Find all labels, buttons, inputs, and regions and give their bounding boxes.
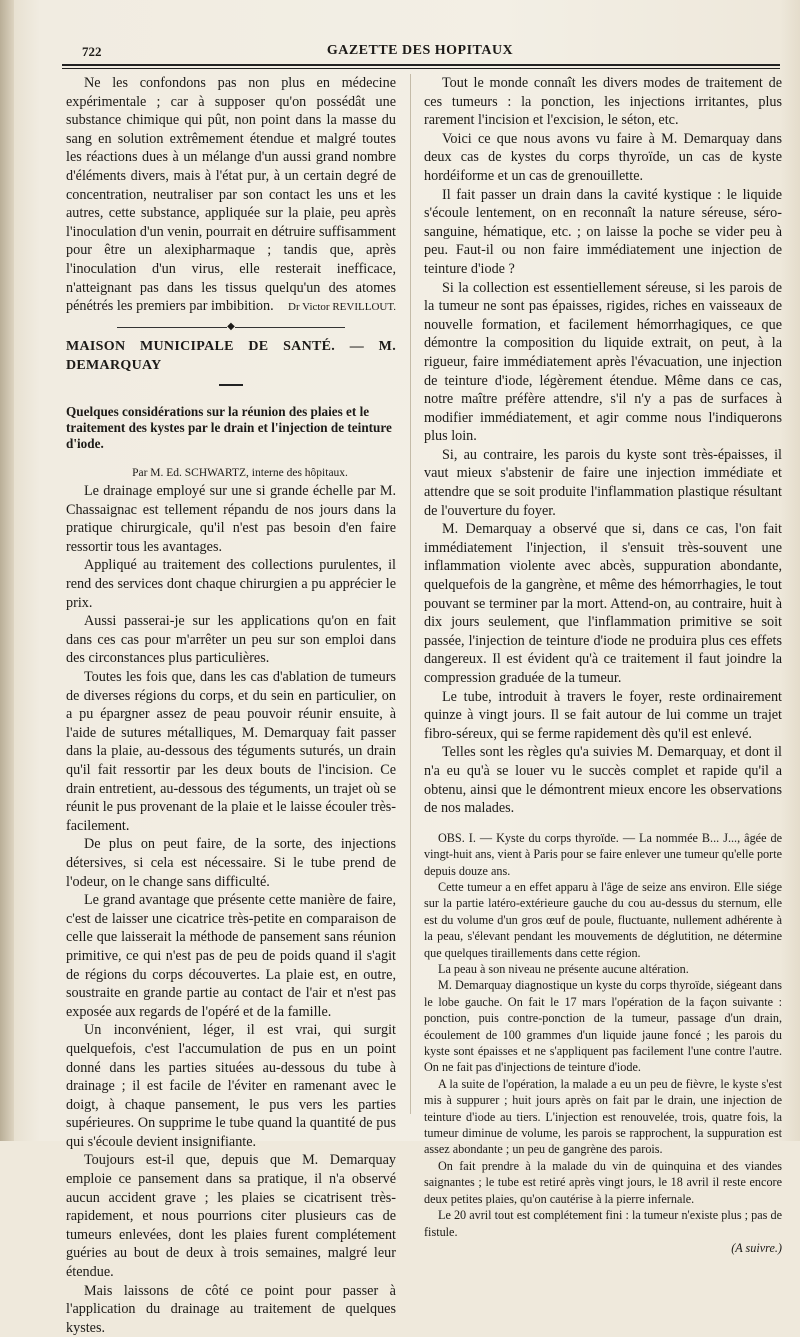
paragraph: Si la collection est essentiellement séreuse, si les parois de la tumeur ne sont pas épaisses, rigides, riches en vaisseaux de nouvelle formation, et facilement hémorrhagiques, ce que démontre la composition du liquide extrait, on peut, à la rigueur, faire immédiatement après l'évacuation, une injection de teinture d'iode, légèrement étendue. Même dans ce cas, notre maître préfère attendre, s'il n'y a pas de surfaces à modifier immédiatement, et agir comme nous l'indiquerons plus loin. bbox=[424, 279, 782, 445]
observation-block bbox=[424, 830, 782, 1257]
right-column bbox=[424, 74, 782, 1256]
observation-paragraph: OBS. I. — Kyste du corps thyroïde. — La nommée B... J..., âgée de vingt-huit ans, vient à Paris pour se faire enlever une tumeur qu'elle porte depuis douze ans. bbox=[424, 830, 782, 878]
page-binding-edge bbox=[0, 0, 14, 1141]
paragraph: Le tube, introduit à travers le foyer, reste ordinairement quinze à vingt jours. Il se fait autour de lui comme un trajet fibro-séreux, qui se ferme rapidement dès qu'il est enlevé. bbox=[424, 688, 782, 742]
paragraph: Le grand avantage que présente cette manière de faire, c'est de laisser une cicatrice très-petite en comparaison de celle que laisserait la méthode de pansement sans réunion primitive, ce qui n'est pas de peu de poids quand il s'agit de régions du corps découvertes. La plaie est, en outre, soustraite en grande partie au contact de l'air et n'est pas exposée aux regards de l'opéré et de la famille. bbox=[66, 892, 396, 1020]
header-rule-thin bbox=[62, 68, 780, 69]
article-byline: Par M. Ed. SCHWARTZ, interne des hôpitaux. bbox=[132, 466, 348, 479]
paragraph: Le drainage employé sur une si grande échelle par M. Chassaignac est tellement répandu de nos jours dans la pratique chirurgicale, qu'il n'est pas besoin d'en faire ressortir tous les avantages. bbox=[66, 483, 396, 555]
section-heading: MAISON MUNICIPALE DE SANTÉ. — M. DEMARQUAY bbox=[66, 339, 396, 373]
paragraph: Appliqué au traitement des collections purulentes, il rend des services dont chaque chirurgien a pu apprécier le prix. bbox=[66, 557, 396, 611]
author-signature: Dr Victor REVILLOUT. bbox=[288, 300, 396, 313]
header-rule-thick bbox=[62, 64, 780, 66]
paragraph: Tout le monde connaît les divers modes de traitement de ces tumeurs : la ponction, les injections irritantes, plus rarement l'incision et l'excision, le séton, etc. bbox=[424, 75, 782, 129]
journal-title: GAZETTE DES HOPITAUX bbox=[326, 43, 514, 58]
left-column bbox=[66, 74, 396, 1337]
paragraph: Il fait passer un drain dans la cavité kystique : le liquide s'écoule lentement, on en reconnaît la nature séreuse, séro-sanguine, hématique, etc. ; on laisse la poche se vider peu à peu. Faut-il ou non faire immédiatement une injection de teinture d'iode ? bbox=[424, 186, 782, 277]
paragraph: Un inconvénient, léger, il est vrai, qui surgit quelquefois, c'est l'accumulation de pus en un point donné dans les parties situées au-dessous du tube à drainage ; il est facile de l'éviter en ramenant avec le doigt, à chaque pansement, le pus vers les parties supérieures. On supprime le tube quand la quantité de pus qui s'écoule devient insignifiante. bbox=[66, 1022, 396, 1150]
separator-ornament: ◆ bbox=[66, 322, 396, 332]
paragraph: Aussi passerai-je sur les applications qu'on en fait dans ces cas pour m'arrêter un peu sur son emploi dans des circonstances plus particulières. bbox=[66, 613, 396, 667]
paragraph: Si, au contraire, les parois du kyste sont très-épaisses, il vaut mieux s'abstenir de faire une injection immédiate et attendre que se soit produite l'inflammation plastique résultant de l'ouverture du foyer. bbox=[424, 446, 782, 519]
observation-paragraph: Cette tumeur a en effet apparu à l'âge de seize ans environ. Elle siége sur la partie latéro-extérieure gauche du cou au-dessus du sternum, elle est du volume d'un gros œuf de poule, fluctuante, nullement adhérente à la peau, s'élevant pendant les mouvements de déglutition, ne détermine que quelques tiraillements dans cette région. bbox=[424, 879, 782, 960]
paragraph: Voici ce que nous avons vu faire à M. Demarquay dans deux cas de kystes du corps thyroïde, un cas de kyste hordéiforme et un cas de grenouillette. bbox=[424, 130, 782, 184]
observation-paragraph: M. Demarquay diagnostique un kyste du corps thyroïde, siégeant dans le lobe gauche. On fait le 17 mars l'opération de la façon suivante : ponction, puis contre-ponction de la tumeur, passage d'un drain, écoulement de 100 grammes d'un liquide jaune foncé ; les parois du kyste sont épaisses et ne s'appliquent pas facilement l'une contre l'autre. On ne fait pas d'injections de teinture d'iode. bbox=[424, 978, 782, 1075]
article-title: Quelques considérations sur la réunion des plaies et le traitement des kystes par le drain et l'injection de teinture d'iode. bbox=[66, 403, 392, 451]
paragraph: Telles sont les règles qu'a suivies M. Demarquay, et dont il n'a eu qu'à se louer vu le succès complet et rapide qu'il a obtenu, ainsi que le démontrent mieux encore les observations de nos malades. bbox=[424, 744, 782, 817]
observation-paragraph: Le 20 avril tout est complétement fini : la tumeur n'existe plus ; pas de fistule. bbox=[424, 1208, 782, 1239]
page-header bbox=[60, 40, 780, 64]
column-divider bbox=[410, 74, 411, 1114]
paragraph: M. Demarquay a observé que si, dans ce cas, l'on fait immédiatement l'injection, il s'ensuit très-souvent une inflammation violente avec abcès, suppuration abondante, quelquefois de la gangrène, et même des hémorrhagies, le tout pouvant se terminer par la mort. Attend-on, au contraire, huit à dix jours seulement, que l'inflammation primitive se soit passée, l'injection de teinture d'iode ne produira plus ces effets dangereux. Il est évident qu'à ce traitement il faut joindre la compression graduée de la tumeur. bbox=[424, 521, 782, 686]
observation-paragraph: On fait prendre à la malade du vin de quinquina et des viandes saignantes ; le tube est retiré après vingt jours, le 18 avril il reste encore deux petites plaies, qu'on cautérise à la pierre infernale. bbox=[424, 1158, 782, 1206]
paragraph: Toutes les fois que, dans les cas d'ablation de tumeurs de diverses régions du corps, et du sein en particulier, on a pu épargner assez de peau pouvoir réunir ensuite, à l'aide de sutures métalliques, M. Demarquay fait passer dans la plaie, au-dessous des téguments suturés, un drain qu'il fait ressortir par les deux bouts de l'incision. Ce drain entretient, au-dessous des téguments, un trajet où se réunit le pus provenant de la plaie et le laisse écouler très-facilement. bbox=[66, 669, 396, 834]
paragraph: Ne les confondons pas non plus en médecine expérimentale ; car à supposer qu'on possédât une substance chimique qui pût, non point dans la masse du sang en solution extrêmement étendue et malgré toutes les réactions dues à un mélange d'un aussi grand nombre d'éléments divers, mais à l'état pur, à un certain degré de concentration, neutraliser par son contact les uns et les autres, cette substance, appliquée sur la plaie, peu après l'inoculation d'un venin, pourrait en détruire suffisamment pour être un alexipharmaque ; tandis que, après l'inoculation d'un virus, elle resterait inefficace, n'atteignant pas dans les tissus quelqu'un des atomes pénétrés les premiers par imbibition. bbox=[66, 75, 396, 315]
observation-paragraph: La peau à son niveau ne présente aucune altération. bbox=[438, 962, 689, 976]
observation-paragraph: A la suite de l'opération, la malade a eu un peu de fièvre, le kyste s'est mis à suppurer ; huit jours après on fait par le drain, une injection de teinture d'iode au tiers. L'injection est renouvelée, trois, quatre fois, la tumeur diminue de volume, les parois se rapprochent, la suppuration est assez abondante ; un peu de gangrène des parois. bbox=[424, 1076, 782, 1157]
short-rule bbox=[219, 384, 243, 386]
to-be-continued: (A suivre.) bbox=[731, 1240, 782, 1255]
page-number: 722 bbox=[82, 44, 102, 59]
paragraph: De plus on peut faire, de la sorte, des injections détersives, si cela est nécessaire. Si le tube prend de l'odeur, on le change sans difficulté. bbox=[66, 836, 396, 890]
paragraph: Toujours est-il que, depuis que M. Demarquay emploie ce pansement dans sa pratique, il n'a observé aucun accident grave ; les plaies se cicatrisent très-rapidement, et nous pourrions citer plusieurs cas de tumeurs enlevées, dont les plaies furent complétement guéries au bout de deux à trois semaines, malgré leur étendue. bbox=[66, 1152, 396, 1281]
paragraph: Mais laissons de côté ce point pour passer à l'application du drainage au traitement de quelques kystes. bbox=[66, 1282, 396, 1336]
